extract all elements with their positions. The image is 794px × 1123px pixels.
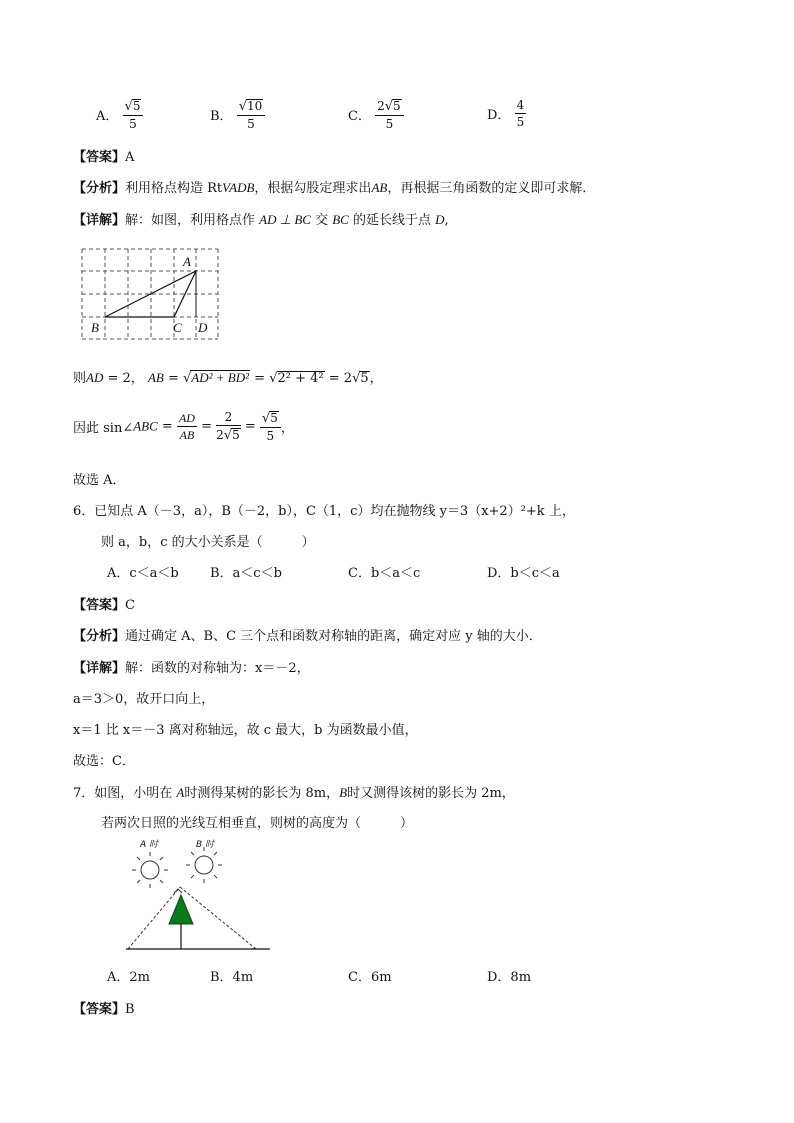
coefficient: 2	[216, 428, 224, 442]
q6-stem-line-1: 6．已知点 A（－3，a），B（－2，b），C（1，c）均在抛物线 y＝3（x+2）²+k 上，	[73, 504, 575, 519]
q6-detail-line-2: a＝3＞0，故开口向上，	[73, 692, 215, 707]
q6-choose: 故选：C．	[73, 754, 135, 769]
q7-stem-line-1	[73, 782, 515, 801]
analysis-text: ，根据勾股定理求出	[254, 181, 372, 196]
math-expression: BC	[332, 212, 349, 227]
grid-figure	[78, 245, 226, 345]
calc-text: 因此 sin∠	[73, 421, 134, 436]
sun-a-label: A 时	[140, 840, 159, 850]
denominator: 5	[129, 117, 137, 131]
stem-text: 7．如图，小明在	[73, 786, 173, 801]
point-d-label: D	[198, 320, 208, 335]
sun-b-icon	[186, 847, 222, 883]
option-label: C．	[348, 109, 371, 124]
point-b-label: B	[91, 320, 99, 335]
time-label: B	[339, 785, 348, 800]
stem-text: 时又测得该树的影长为 2m，	[347, 786, 515, 801]
fraction: $\frac{√5}{5}$	[260, 411, 281, 442]
q6-answer	[73, 594, 135, 613]
q6-detail	[73, 657, 310, 676]
q6-option-c: C．b＜a＜c	[348, 566, 421, 581]
radicand: 5	[393, 99, 401, 113]
q5-choose: 故选 A．	[73, 473, 126, 488]
angle-name: ABC	[133, 418, 158, 434]
sun-a-icon	[132, 852, 168, 888]
q5-option-a	[96, 99, 143, 130]
radicand: 5	[232, 428, 240, 442]
q5-answer	[73, 146, 134, 165]
equals: =	[196, 419, 217, 434]
q5-option-c	[348, 99, 404, 130]
point-c-label: C	[173, 320, 182, 335]
answer-value: B	[125, 1002, 135, 1017]
fraction: $\frac{√5}{5}$	[123, 99, 144, 130]
denominator: 5	[266, 429, 275, 443]
punctuation: ，	[369, 371, 383, 386]
answer-value: A	[125, 150, 135, 165]
q6-stem-line-2: 则 a，b，c 的大小关系是（ ）	[101, 535, 315, 550]
q5-calc-line-1: 则AD = 2， AB = √AD² + BD² = √2² + 4² = 2√5，	[73, 370, 383, 386]
detail-text: 解：函数的对称轴为：x＝－2，	[125, 661, 310, 676]
equals: =	[157, 419, 177, 434]
light-rays	[128, 887, 256, 949]
q7-option-a: A．2m	[107, 970, 150, 985]
q7-option-d: D．8m	[487, 970, 532, 985]
numerator: 2	[216, 411, 241, 426]
analysis-tag: 【分析】	[73, 629, 126, 644]
detail-text: 解：如图，利用格点作	[125, 213, 256, 228]
denominator: 5	[247, 117, 255, 131]
analysis-text: 利用格点构造 Rt	[125, 181, 223, 196]
analysis-text: ，再根据三角函数的定义即可求解．	[387, 181, 596, 196]
q7-option-c: C．6m	[348, 970, 392, 985]
detail-tag: 【详解】	[73, 661, 126, 676]
denominator: 5	[516, 115, 525, 129]
triangle-name: VADB	[222, 180, 255, 195]
equals: =	[240, 419, 260, 434]
option-label: B．	[210, 109, 233, 124]
segment-name: AB	[147, 370, 164, 385]
fraction: $\frac{2}{2√5}$	[216, 410, 240, 443]
coefficient: 2	[343, 371, 353, 386]
q6-analysis	[73, 625, 542, 644]
option-label: D．	[487, 108, 511, 123]
stem-text: 时测得某树的影长为 8m，	[184, 786, 340, 801]
radicand: 5	[360, 371, 369, 386]
segment-name: AD	[86, 370, 104, 385]
q7-stem-line-2: 若两次日照的光线互相垂直，则树的高度为（ ）	[101, 816, 414, 831]
answer-value: C	[125, 598, 135, 613]
math-expression: AD ⊥ BC	[259, 212, 311, 227]
detail-tag: 【详解】	[73, 213, 126, 228]
calc-text: 则	[73, 371, 87, 386]
q6-option-a: A．c＜a＜b	[107, 566, 179, 581]
q7-answer	[73, 998, 135, 1017]
numerator: 4	[516, 98, 525, 112]
coefficient: 2	[377, 99, 385, 113]
detail-text: 的延长线于点	[353, 213, 432, 228]
fraction: $\frac{√10}{5}$	[237, 99, 266, 130]
q6-detail-line-3: x＝1 比 x＝－3 离对称轴远，故 c 最大，b 为函数最小值，	[73, 723, 418, 738]
fraction: $\frac{2√5}{5}$	[375, 99, 404, 130]
equals: =	[163, 371, 183, 386]
q7-option-b: B．4m	[210, 970, 254, 985]
right-angle-mark	[174, 889, 182, 893]
radicand: AD² + BD²	[191, 370, 250, 385]
tree-shadow-figure	[120, 835, 280, 957]
calc-text: = 2，	[103, 371, 144, 386]
answer-tag: 【答案】	[73, 150, 126, 165]
radicand: 5	[270, 411, 278, 425]
segment-name: AB	[371, 180, 388, 195]
fraction	[515, 99, 527, 128]
answer-tag: 【答案】	[73, 598, 126, 613]
equals: =	[324, 371, 344, 386]
fraction	[177, 412, 197, 441]
punctuation: ，	[280, 421, 294, 436]
detail-text: 交	[315, 213, 329, 228]
q5-detail	[73, 209, 449, 228]
numerator: AD	[178, 411, 195, 425]
analysis-tag: 【分析】	[73, 181, 126, 196]
radicand: 10	[247, 99, 263, 113]
q5-option-d	[487, 99, 526, 128]
q5-calc-line-2	[73, 411, 294, 442]
answer-tag: 【答案】	[73, 1002, 126, 1017]
punctuation: ,	[444, 213, 449, 228]
denominator: 5	[385, 117, 394, 131]
q5-option-b	[210, 99, 265, 130]
q6-option-d: D．b＜c＜a	[487, 566, 560, 581]
point-name: D	[435, 212, 445, 227]
time-label: A	[176, 785, 185, 800]
sun-b-label: B 时	[196, 840, 215, 850]
radicand: 5	[132, 99, 141, 113]
q6-option-b: B．a＜c＜b	[210, 566, 282, 581]
radicand: 2² + 4²	[277, 371, 324, 386]
point-a-label: A	[183, 254, 191, 269]
option-label: A．	[96, 109, 119, 124]
tree-icon	[169, 895, 193, 924]
q5-analysis	[73, 177, 595, 196]
analysis-text: 通过确定 A、B、C 三个点和函数对称轴的距离，确定对应 y 轴的大小．	[125, 629, 542, 644]
equals: =	[250, 371, 270, 386]
denominator: AB	[179, 428, 195, 442]
